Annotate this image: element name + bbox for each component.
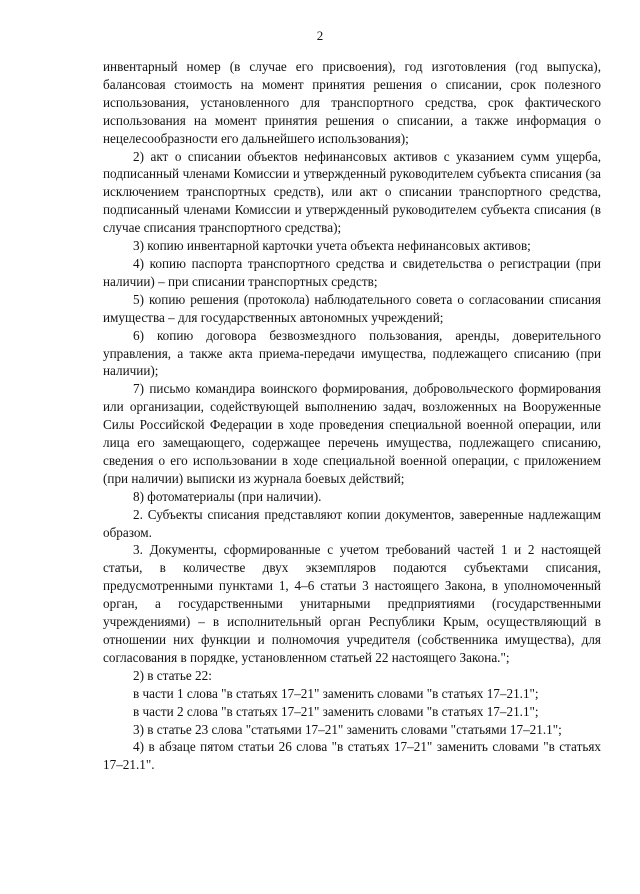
paragraph: 2) в статье 22: xyxy=(133,667,212,683)
paragraph: 8) фотоматериалы (при наличии). xyxy=(133,488,322,504)
paragraph: 6) копию договора безвозмездного пользования, аренды, доверительного управления, а также акта приема-передачи имущества, подлежащего списанию (при наличии); xyxy=(103,327,601,379)
paragraph: 2) акт о списании объектов нефинансовых активов с указанием сумм ущерба, подписанный членами Комиссии и утвержденный руководителем субъекта списания (за исключением транспортных средств), или акт о списании транспортного средства, подписанный членами Комиссии и утвержденный руководителем субъекта списания (в случае списания транспортного средства); xyxy=(103,148,601,236)
paragraph: 7) письмо командира воинского формирования, добровольческого формирования или организации, содействующей выполнению задач, возложенных на Вооруженные Силы Российской Федерации в ходе проведения специальной военной операции, или лица его замещающего, содержащее перечень имущества, подлежащего списанию, сведения о его использовании в ходе специальной военной операции, с приложением (при наличии) выписки из журнала боевых действий; xyxy=(103,381,601,486)
paragraph: 3. Документы, сформированные с учетом требований частей 1 и 2 настоящей статьи, в количестве двух экземпляров подаются субъектами списания, предусмотренными пунктами 1, 4–6 статьи 3 настоящего Закона, в уполномоченный орган, а государственными унитарными предприятиями (государственными учреждениями) – в исполнительный орган Республики Крым, осуществляющий в отношении них функции и полномочия учредителя (собственника имущества), для согласования в порядке, установленном статьей 22 настоящего Закона."; xyxy=(103,542,601,665)
paragraph: 3) копию инвентарной карточки учета объекта нефинансовых активов; xyxy=(133,238,531,254)
page-number: 2 xyxy=(316,28,324,43)
paragraph: 2. Субъекты списания представляют копии документов, заверенные надлежащим образом. xyxy=(103,506,601,540)
paragraph: 4) в абзаце пятом статьи 26 слова "в статьях 17–21" заменить словами "в статьях 17–21.1". xyxy=(103,739,601,773)
paragraph: 4) копию паспорта транспортного средства и свидетельства о регистрации (при наличии) – при списании транспортных средств; xyxy=(103,255,601,289)
paragraph: в части 2 слова "в статьях 17–21" заменить словами "в статьях 17–21.1"; xyxy=(133,703,539,719)
paragraph: инвентарный номер (в случае его присвоения), год изготовления (год выпуска), балансовая стоимость на момент принятия решения о списании, срок полезного использования, установленного для транспортного средства, срок фактического использования на момент принятия решения о списании, а также информация о нецелесообразности его дальнейшего использования); xyxy=(103,59,601,146)
document-body xyxy=(103,58,601,774)
paragraph: 5) копию решения (протокола) наблюдательного совета о согласовании списания имущества – для государственных автономных учреждений; xyxy=(103,291,601,325)
paragraph: 3) в статье 23 слова "статьями 17–21" заменить словами "статьями 17–21.1"; xyxy=(133,721,562,737)
paragraph: в части 1 слова "в статьях 17–21" заменить словами "в статьях 17–21.1"; xyxy=(133,685,539,701)
